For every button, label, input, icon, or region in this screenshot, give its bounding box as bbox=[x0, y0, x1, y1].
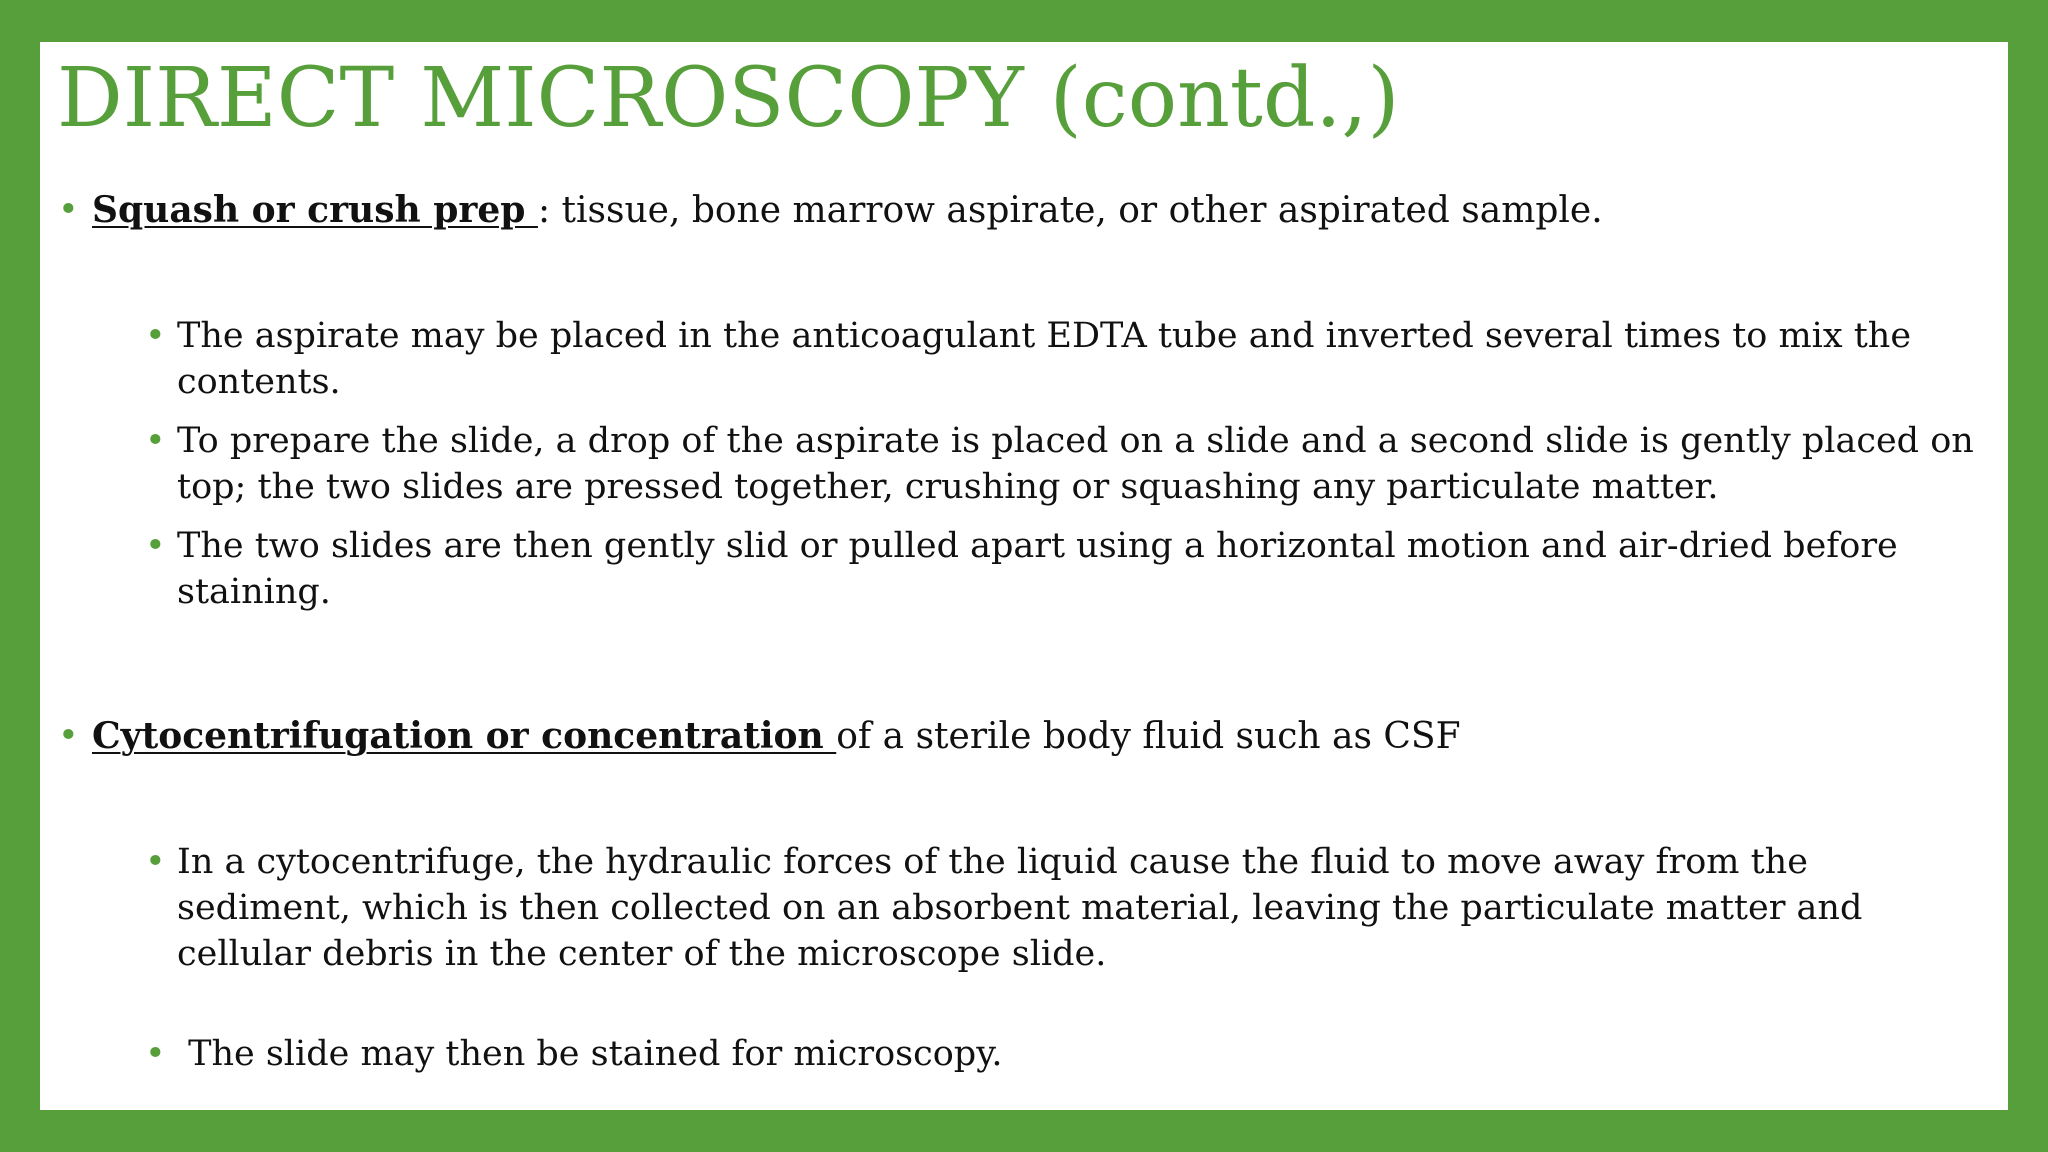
subpoint-pull-apart bbox=[145, 523, 1977, 615]
bullet-squash-prep bbox=[58, 187, 1972, 234]
bullet-marker: • bbox=[145, 526, 166, 566]
subpoint-text: To prepare the slide, a drop of the aspirate is placed on a slide and a second slide is gently placed on top; the two slides are pressed together, crushing or squashing any particulate matter. bbox=[177, 421, 1974, 507]
subpoint-stained bbox=[145, 1031, 1977, 1077]
subpoint-text: The aspirate may be placed in the anticoagulant EDTA tube and inverted several times to mix the contents. bbox=[177, 316, 1912, 402]
slide-title: DIRECT MICROSCOPY (contd.,) bbox=[57, 51, 1400, 146]
subpoint-edta-tube bbox=[145, 313, 1977, 405]
subpoint-text: The slide may then be stained for microscopy. bbox=[177, 1034, 1003, 1074]
bullet-marker: • bbox=[58, 716, 79, 756]
subpoint-text: In a cytocentrifuge, the hydraulic forces of the liquid cause the fluid to move away from the sediment, which is then collected on an absorbent material, leaving the particulate matter and cellular debris in the center of the microscope slide. bbox=[177, 842, 1863, 974]
cytocentrifugation-description: of a sterile body fluid such as CSF bbox=[836, 716, 1461, 757]
bullet-marker: • bbox=[58, 190, 79, 230]
bullet-marker: • bbox=[145, 421, 166, 461]
subpoint-prepare-slide bbox=[145, 418, 1977, 510]
slide bbox=[40, 42, 2008, 1110]
term-squash-prep: Squash or crush prep bbox=[92, 189, 538, 231]
subpoint-text: The two slides are then gently slid or pulled apart using a horizontal motion and air-dried before staining. bbox=[177, 526, 1898, 612]
term-cytocentrifugation: Cytocentrifugation or concentration bbox=[92, 715, 837, 757]
subpoint-hydraulic-forces bbox=[145, 839, 1977, 977]
bullet-marker: • bbox=[145, 316, 166, 356]
bullet-cytocentrifugation bbox=[58, 713, 1972, 760]
bullet-marker: • bbox=[145, 1034, 166, 1074]
squash-prep-description: : tissue, bone marrow aspirate, or other aspirated sample. bbox=[537, 190, 1603, 231]
bullet-marker: • bbox=[145, 842, 166, 882]
